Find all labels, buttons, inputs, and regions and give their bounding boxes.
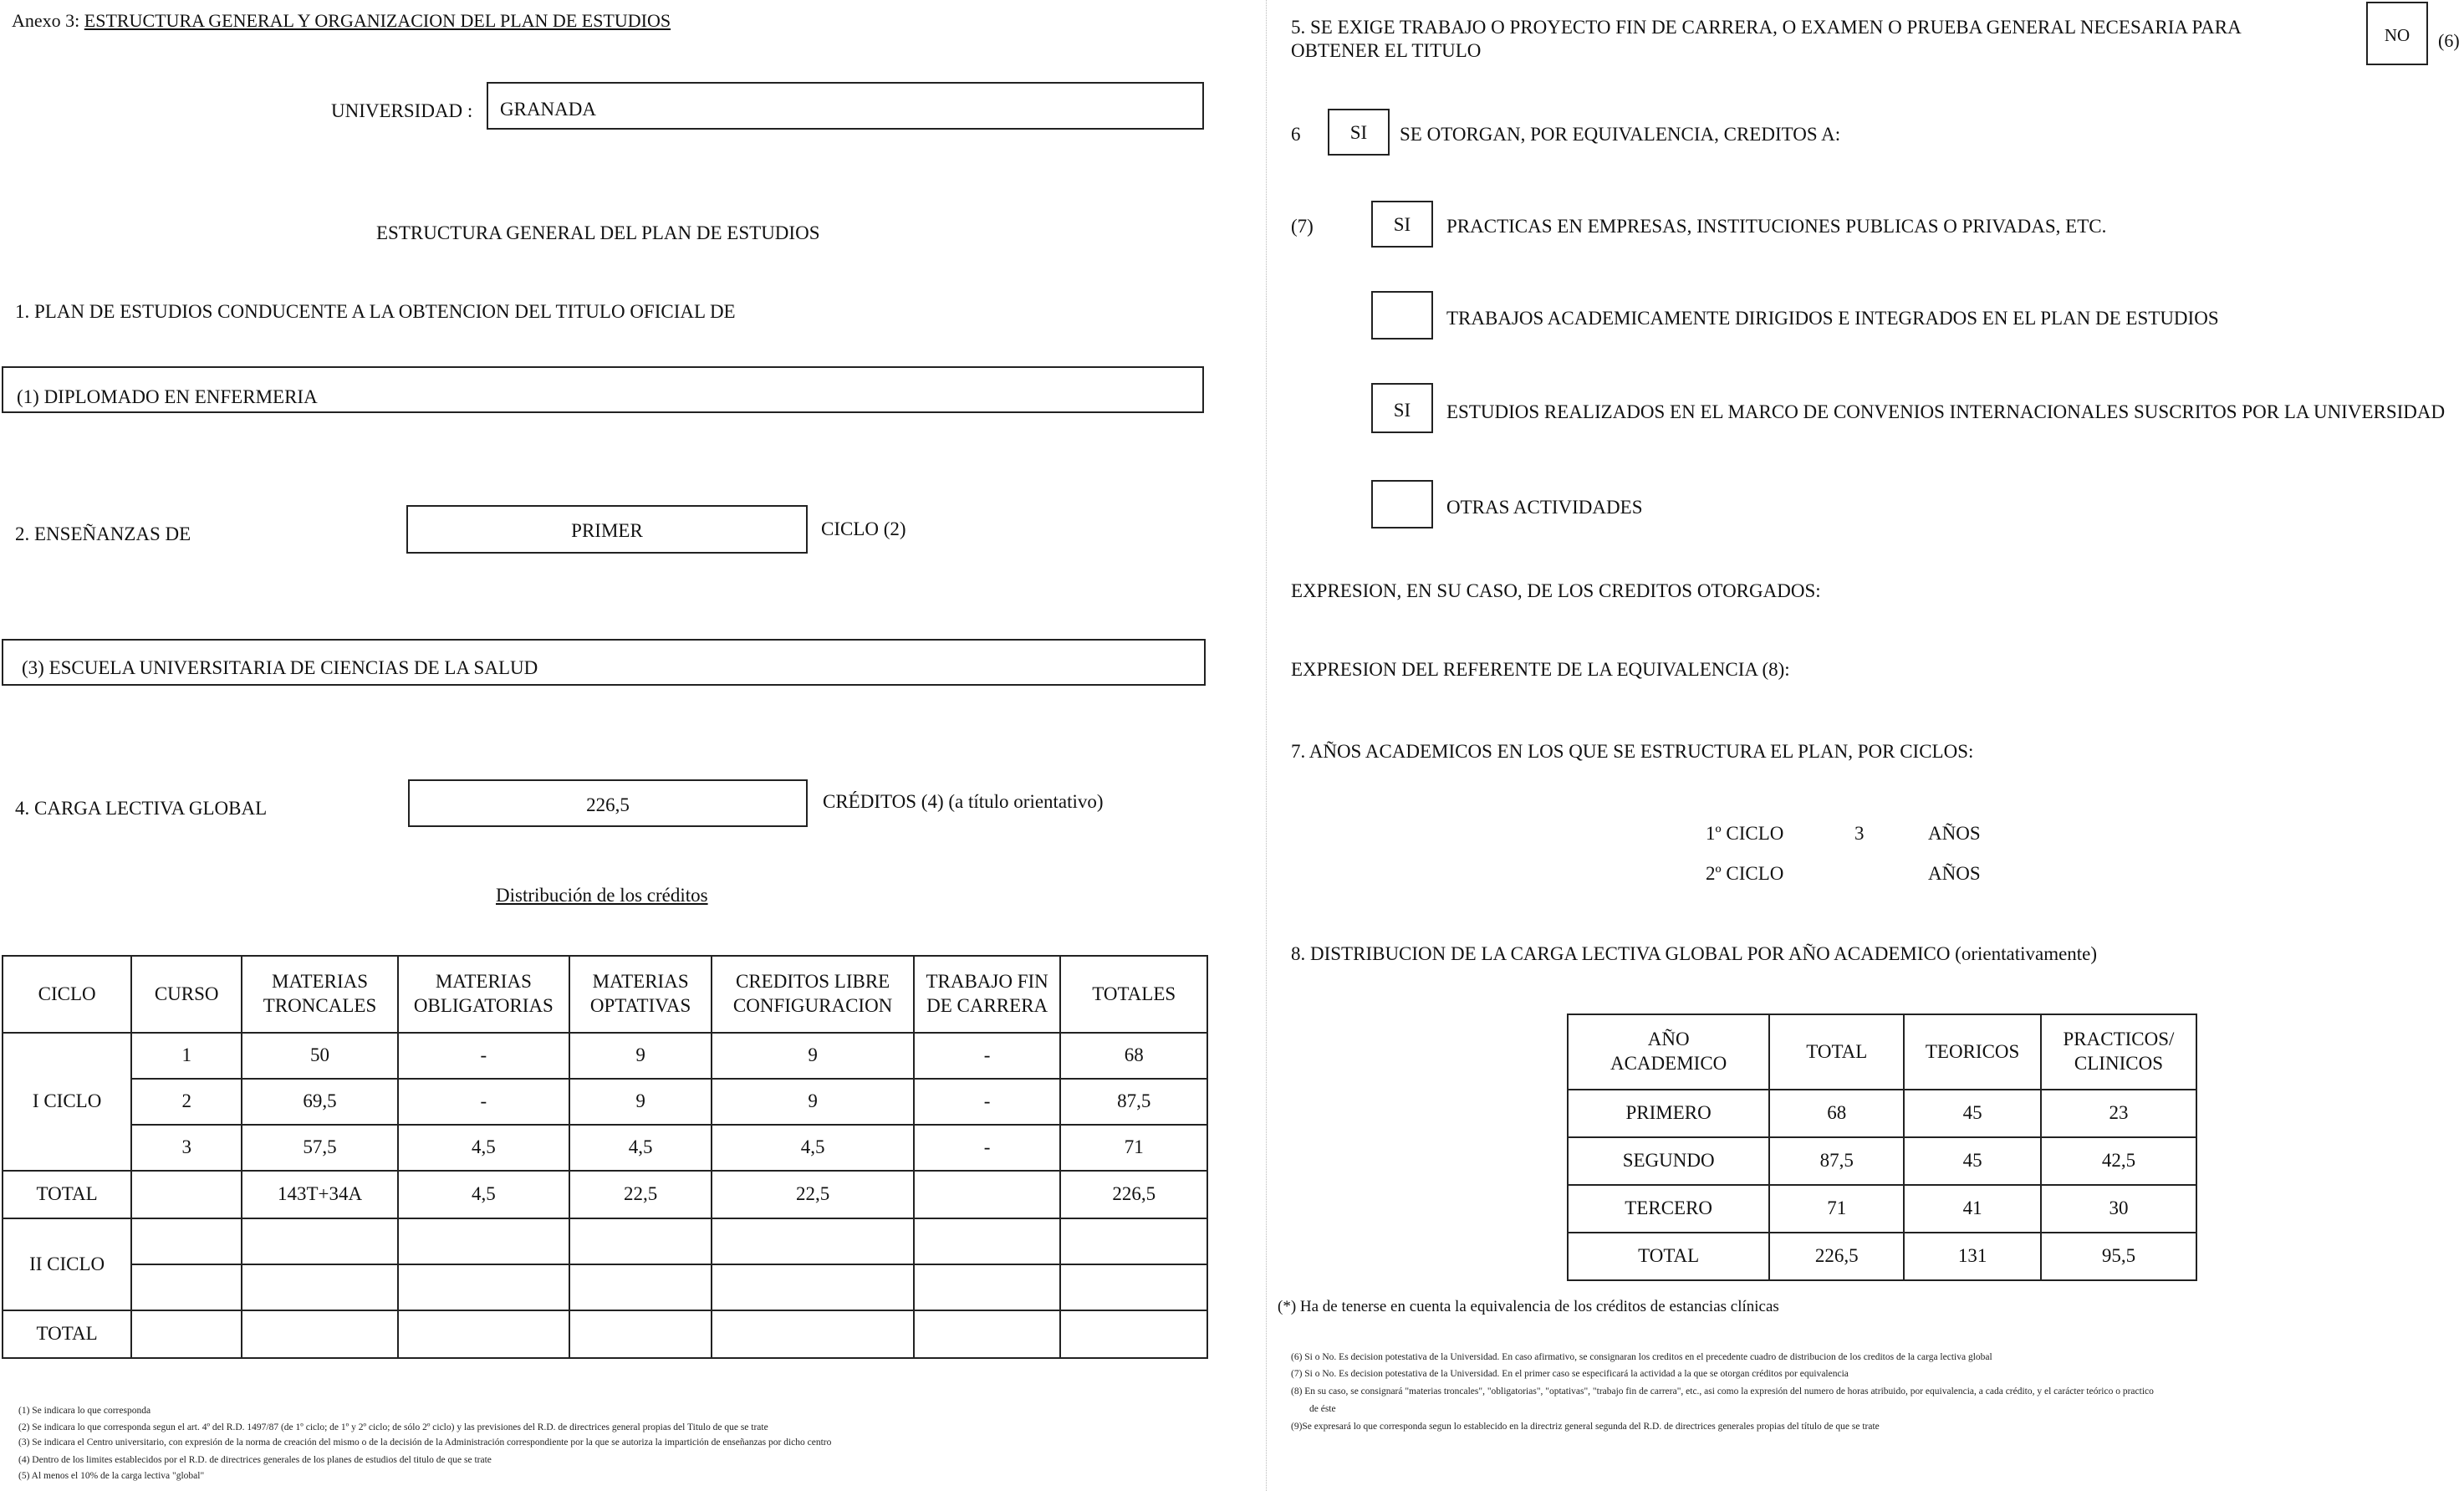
- right-note-9: (9)Se expresará lo que corresponda segun lo establecido en la directriz general segunda del R.D. de directrices generales propias del título de que se trate: [1291, 1422, 1880, 1432]
- table-cell: [242, 1310, 398, 1358]
- table-cell: 4,5: [398, 1125, 569, 1171]
- table-cell: [398, 1310, 569, 1358]
- header-total: TOTAL: [1769, 1014, 1904, 1090]
- table-cell: 23: [2041, 1090, 2196, 1137]
- table-cell: -: [914, 1125, 1061, 1171]
- table-cell: -: [914, 1079, 1061, 1125]
- table-cell: [131, 1218, 242, 1264]
- annual-load-table: [1567, 1014, 2197, 1281]
- header-trabajo-fin: TRABAJO FIN DE CARRERA: [914, 956, 1061, 1033]
- table-cell: 9: [569, 1079, 712, 1125]
- left-note-3: (3) Se indicara el Centro universitario, con expresión de la norma de creación del mismo o de la decisión de la Administración correspondiente por la que se autoriza la impartición de enseñanzas por dicho centro: [18, 1437, 832, 1448]
- item4-label: 4. CARGA LECTIVA GLOBAL: [15, 798, 268, 819]
- header-practicos: PRACTICOS/ CLINICOS: [2041, 1014, 2196, 1090]
- annex-prefix: Anexo 3:: [12, 10, 80, 31]
- item6-label: SE OTORGAN, POR EQUIVALENCIA, CREDITOS A:: [1400, 124, 1841, 145]
- header-ano-academico: AÑO ACADEMICO: [1568, 1014, 1769, 1090]
- table-cell: [712, 1310, 914, 1358]
- header-curso: CURSO: [131, 956, 242, 1033]
- table-cell: 57,5: [242, 1125, 398, 1171]
- ciclo2-label: II CICLO: [3, 1218, 131, 1310]
- ciclo1-total-row: [3, 1171, 1207, 1218]
- table-row: [3, 1125, 1207, 1171]
- equivalence-value-practicas: SI: [1393, 214, 1411, 235]
- item1-label: 1. PLAN DE ESTUDIOS CONDUCENTE A LA OBTENCION DEL TITULO OFICIAL DE: [15, 301, 736, 322]
- table-row: [3, 1218, 1207, 1264]
- section-title: ESTRUCTURA GENERAL DEL PLAN DE ESTUDIOS: [376, 222, 820, 243]
- item5-line2: OBTENER EL TITULO: [1291, 40, 1482, 61]
- ciclo2-total-row: [3, 1310, 1207, 1358]
- table-cell: 9: [712, 1033, 914, 1079]
- item4-value: 226,5: [586, 794, 630, 815]
- item7-ciclo1-years: 3: [1854, 823, 1865, 844]
- item7-label: 7. AÑOS ACADEMICOS EN LOS QUE SE ESTRUCTURA EL PLAN, POR CICLOS:: [1291, 741, 1974, 762]
- right-note-8b: de éste: [1309, 1404, 1336, 1414]
- table-cell: 87,5: [1769, 1137, 1904, 1185]
- table-cell: [131, 1264, 242, 1310]
- item5-line1: 5. SE EXIGE TRABAJO O PROYECTO FIN DE CARRERA, O EXAMEN O PRUEBA GENERAL NECESARIA PARA: [1291, 17, 2242, 38]
- equivalence-label-convenios: ESTUDIOS REALIZADOS EN EL MARCO DE CONVENIOS INTERNACIONALES SUSCRITOS POR LA UNIVERSIDAD: [1446, 401, 2446, 422]
- table-cell: [712, 1218, 914, 1264]
- table-cell: [1060, 1218, 1207, 1264]
- expression-credits: EXPRESION, EN SU CASO, DE LOS CREDITOS OTORGADOS:: [1291, 580, 1821, 601]
- item1-value: (1) DIPLOMADO EN ENFERMERIA: [17, 386, 318, 407]
- header-libre-configuracion: CREDITOS LIBRE CONFIGURACION: [712, 956, 914, 1033]
- table-cell: [569, 1218, 712, 1264]
- table-cell: SEGUNDO: [1568, 1137, 1769, 1185]
- table-cell: 226,5: [1060, 1171, 1207, 1218]
- table-cell: 9: [569, 1033, 712, 1079]
- header-obligatorias: MATERIAS OBLIGATORIAS: [398, 956, 569, 1033]
- table-cell: TOTAL: [1568, 1233, 1769, 1280]
- header-optativas: MATERIAS OPTATIVAS: [569, 956, 712, 1033]
- item3-value: (3) ESCUELA UNIVERSITARIA DE CIENCIAS DE LA SALUD: [22, 657, 538, 678]
- left-note-4: (4) Dentro de los limites establecidos por el R.D. de directrices generales de los planes de estudios del titulo de que se trate: [18, 1455, 492, 1465]
- table-cell: 226,5: [1769, 1233, 1904, 1280]
- table-cell: PRIMERO: [1568, 1090, 1769, 1137]
- table-cell: 22,5: [569, 1171, 712, 1218]
- item2-suffix: CICLO (2): [821, 518, 906, 539]
- table-cell: [1060, 1310, 1207, 1358]
- item6-number: 6: [1291, 124, 1301, 145]
- table-header-row: [1568, 1014, 2196, 1090]
- table-cell: 68: [1769, 1090, 1904, 1137]
- item5-value: NO: [2384, 25, 2410, 45]
- table-cell: 42,5: [2041, 1137, 2196, 1185]
- item2-label: 2. ENSEÑANZAS DE: [15, 523, 191, 544]
- table-cell: [398, 1218, 569, 1264]
- header-troncales: MATERIAS TRONCALES: [242, 956, 398, 1033]
- table-cell: [242, 1264, 398, 1310]
- equivalence-value-convenios: SI: [1393, 400, 1411, 421]
- table-cell: 30: [2041, 1185, 2196, 1233]
- table-cell: [242, 1218, 398, 1264]
- equivalence-box-trabajos: [1371, 291, 1433, 340]
- item2-value: PRIMER: [571, 520, 643, 541]
- university-value: GRANADA: [500, 99, 596, 120]
- item6-value: SI: [1349, 122, 1368, 143]
- equivalence-label-trabajos: TRABAJOS ACADEMICAMENTE DIRIGIDOS E INTEGRADOS EN EL PLAN DE ESTUDIOS: [1446, 308, 2219, 329]
- table-cell: 9: [712, 1079, 914, 1125]
- table-cell: [914, 1218, 1061, 1264]
- table-cell: 71: [1060, 1125, 1207, 1171]
- table-cell: -: [914, 1033, 1061, 1079]
- table-cell: 131: [1904, 1233, 2041, 1280]
- table-cell: -: [398, 1079, 569, 1125]
- table-cell: 71: [1769, 1185, 1904, 1233]
- table-cell: [1060, 1264, 1207, 1310]
- table-row: [1568, 1090, 2196, 1137]
- left-note-5: (5) Al menos el 10% de la carga lectiva "global": [18, 1471, 205, 1481]
- equivalence-marker: (7): [1291, 216, 1314, 237]
- annex-title: ESTRUCTURA GENERAL Y ORGANIZACION DEL PLAN DE ESTUDIOS: [84, 10, 671, 31]
- item7-ciclo2: 2º CICLO: [1706, 863, 1784, 884]
- table-cell: [914, 1171, 1061, 1218]
- table-cell: 50: [242, 1033, 398, 1079]
- table-header-row: [3, 956, 1207, 1033]
- table-cell: 45: [1904, 1090, 2041, 1137]
- ciclo1-label: I CICLO: [3, 1033, 131, 1171]
- table-cell: 4,5: [398, 1171, 569, 1218]
- annex-heading: [12, 10, 671, 32]
- table-cell: 22,5: [712, 1171, 914, 1218]
- header-teoricos: TEORICOS: [1904, 1014, 2041, 1090]
- expression-referent: EXPRESION DEL REFERENTE DE LA EQUIVALENCIA (8):: [1291, 659, 1790, 680]
- table-cell: 87,5: [1060, 1079, 1207, 1125]
- table-cell: 1: [131, 1033, 242, 1079]
- header-ciclo: CICLO: [3, 956, 131, 1033]
- right-note-6: (6) Si o No. Es decision potestativa de la Universidad. En caso afirmativo, se consignaran los creditos en el precedente cuadro de distribucion de los creditos de la carga lectiva global: [1291, 1352, 1992, 1362]
- table-cell: 95,5: [2041, 1233, 2196, 1280]
- table-row: [1568, 1137, 2196, 1185]
- table-row: [3, 1079, 1207, 1125]
- left-note-1: (1) Se indicara lo que corresponda: [18, 1406, 151, 1416]
- table-cell: TERCERO: [1568, 1185, 1769, 1233]
- distribution-title: Distribución de los créditos: [496, 885, 708, 906]
- table-cell: 68: [1060, 1033, 1207, 1079]
- table-cell: [569, 1264, 712, 1310]
- university-label: UNIVERSIDAD :: [331, 100, 473, 121]
- left-note-2: (2) Se indicara lo que corresponda segun el art. 4º del R.D. 1497/87 (de 1º ciclo; de 1º y 2º ciclo; de sólo 2º ciclo) y las previsiones del R.D. de directrices general propias del Titulo de que se trate: [18, 1422, 768, 1432]
- table-cell: [712, 1264, 914, 1310]
- ciclo2-total-label: TOTAL: [3, 1310, 131, 1358]
- table-cell: 2: [131, 1079, 242, 1125]
- table-cell: 4,5: [569, 1125, 712, 1171]
- item7-ciclo1: 1º CICLO: [1706, 823, 1784, 844]
- item8-label: 8. DISTRIBUCION DE LA CARGA LECTIVA GLOBAL POR AÑO ACADEMICO (orientativamente): [1291, 943, 2098, 964]
- equivalence-label-otras: OTRAS ACTIVIDADES: [1446, 497, 1643, 518]
- table-row: [3, 1264, 1207, 1310]
- table-cell: -: [398, 1033, 569, 1079]
- item7-ciclo1-unit: AÑOS: [1928, 823, 1981, 844]
- annual-total-row: [1568, 1233, 2196, 1280]
- table-cell: [131, 1171, 242, 1218]
- item4-suffix: CRÉDITOS (4) (a título orientativo): [823, 791, 1104, 812]
- table-cell: [131, 1310, 242, 1358]
- item7-ciclo2-unit: AÑOS: [1928, 863, 1981, 884]
- item5-note: (6): [2438, 30, 2460, 51]
- table-cell: 4,5: [712, 1125, 914, 1171]
- table-cell: [914, 1264, 1061, 1310]
- table-cell: [398, 1264, 569, 1310]
- table-row: [1568, 1185, 2196, 1233]
- table-cell: 3: [131, 1125, 242, 1171]
- table-row: [3, 1033, 1207, 1079]
- asterisk-note: (*) Ha de tenerse en cuenta la equivalencia de los créditos de estancias clínicas: [1278, 1298, 1779, 1315]
- table-cell: TOTAL: [3, 1171, 131, 1218]
- right-note-7: (7) Si o No. Es decision potestativa de la Universidad. En el primer caso se especificará la actividad a la que se otorgan créditos por equivalencia: [1291, 1369, 1849, 1379]
- table-cell: [569, 1310, 712, 1358]
- table-cell: [914, 1310, 1061, 1358]
- right-note-8: (8) En su caso, se consignará "materias troncales", "obligatorias", "optativas", "trabajo fin de carrera", etc., asi como la expresión del numero de horas atribuido, por equivalencia, a cada crédito, y el carácter teórico o practico: [1291, 1386, 2154, 1397]
- column-divider: [1266, 0, 1267, 1491]
- credits-distribution-table: [2, 955, 1208, 1359]
- table-cell: 45: [1904, 1137, 2041, 1185]
- table-cell: 143T+34A: [242, 1171, 398, 1218]
- header-totales: TOTALES: [1060, 956, 1207, 1033]
- table-cell: 69,5: [242, 1079, 398, 1125]
- equivalence-label-practicas: PRACTICAS EN EMPRESAS, INSTITUCIONES PUBLICAS O PRIVADAS, ETC.: [1446, 216, 2107, 237]
- equivalence-box-otras: [1371, 480, 1433, 528]
- table-cell: 41: [1904, 1185, 2041, 1233]
